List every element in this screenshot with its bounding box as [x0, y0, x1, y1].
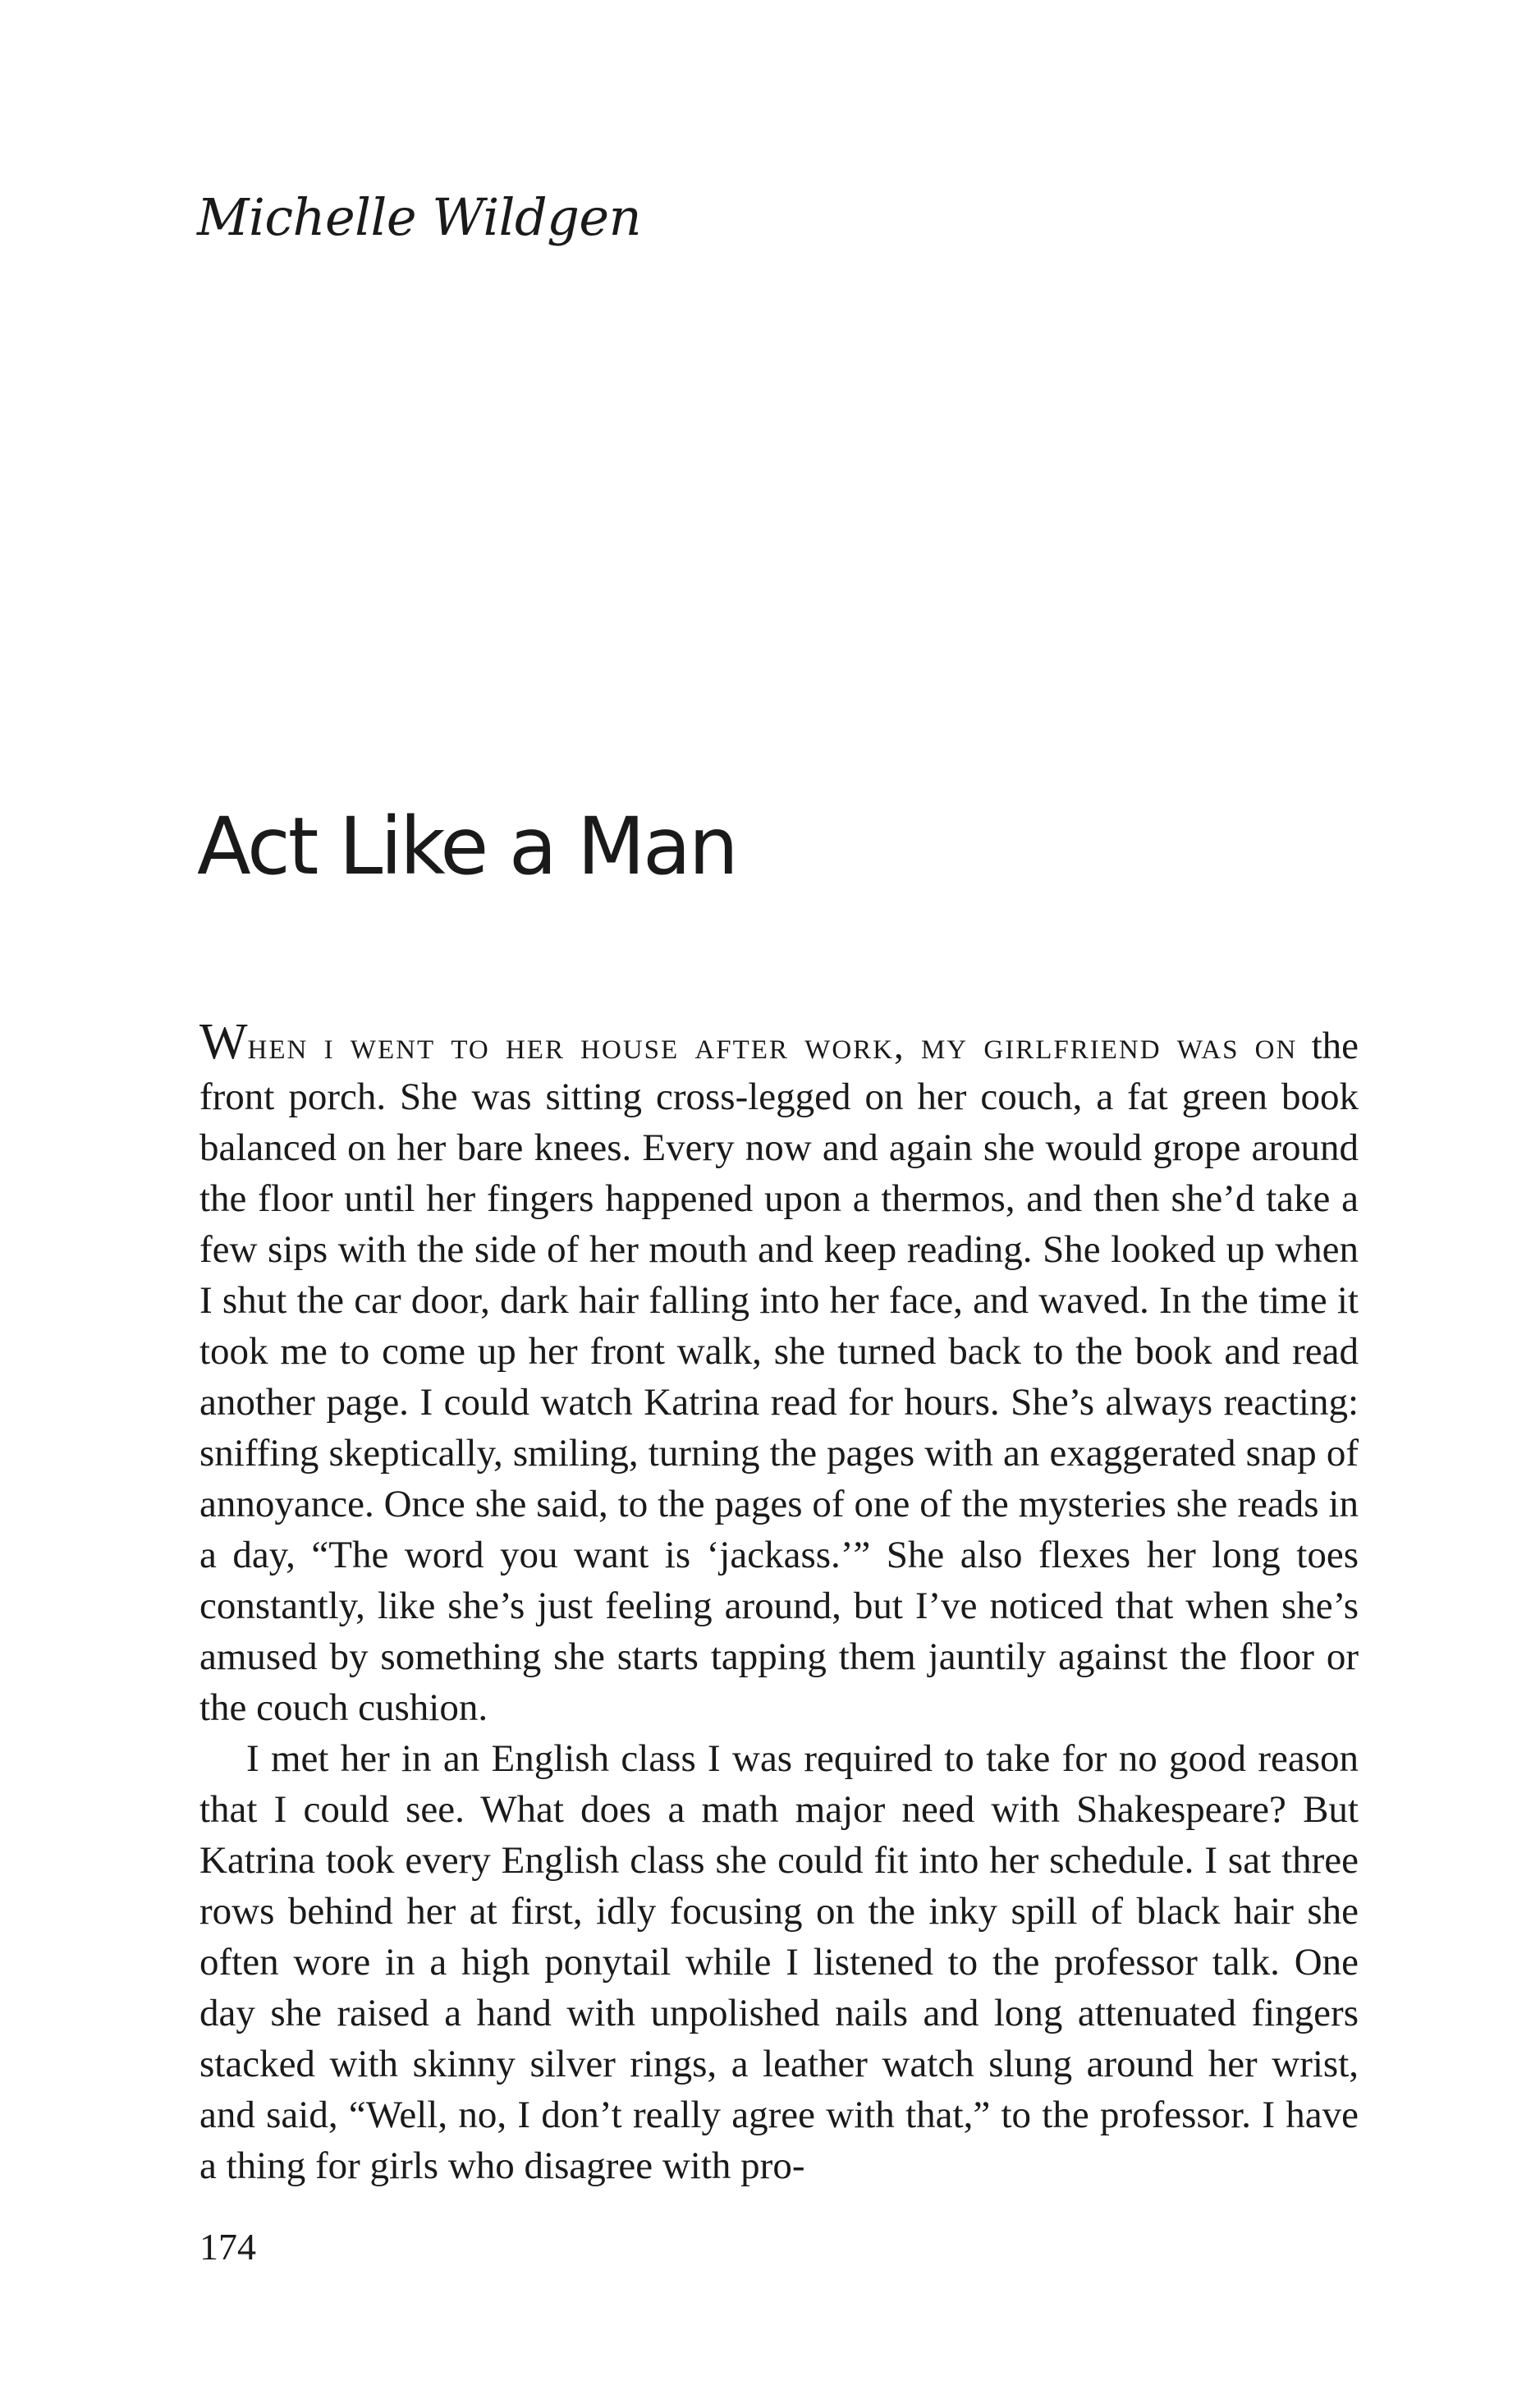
author-name: Michelle Wildgen [197, 187, 642, 247]
second-paragraph: I met her in an English class I was required to take for no good reason that I could see. What does a math major need with Shakespeare? But Katrina took every English class she could fit into her schedule. I sat three rows behind her at first, idly focusing on the inky spill of black hair she often wore in a high ponytail while I listened to the professor talk. One day she raised a hand with unpolished nails and long attenuated fingers stacked with skinny silver rings, a leather watch slung around her wrist, and said, “Well, no, I don’t really agree with that,” to the professor. I have a thing for girls who disagree with pro- [199, 1737, 1359, 2187]
opening-text: the front porch. She was sitting cross-legged on her couch, a fat green book balanced on her bare knees. Every now and again she would grope around the floor until her fingers happened upon a thermos, and then she’d take a few sips with the side of her mouth and keep reading. She looked up when I shut the car door, dark hair falling into her face, and waved. In the time it took me to come up her front walk, she turned back to the book and read another page. I could watch Katrina read for hours. She’s always reacting: sniffing skeptically, smiling, turning the pages with an exaggerated snap of annoyance. Once she said, to the pages of one of the mysteries she reads in a day, “The word you want is ‘jackass.’” She also flexes her long toes constantly, like she’s just feeling around, but I’ve noticed that when she’s amused by something she starts tapping them jauntily against the floor or the couch cushion. [199, 1025, 1359, 1729]
page-number: 174 [199, 2226, 256, 2268]
opening-smallcaps: hen i went to her house after work, my girlfriend was on [247, 1025, 1298, 1067]
opening-paragraph [199, 1016, 1359, 1733]
story-title: Act Like a Man [197, 800, 736, 892]
story-body [199, 1016, 1359, 2191]
drop-initial: W [199, 1014, 248, 1070]
